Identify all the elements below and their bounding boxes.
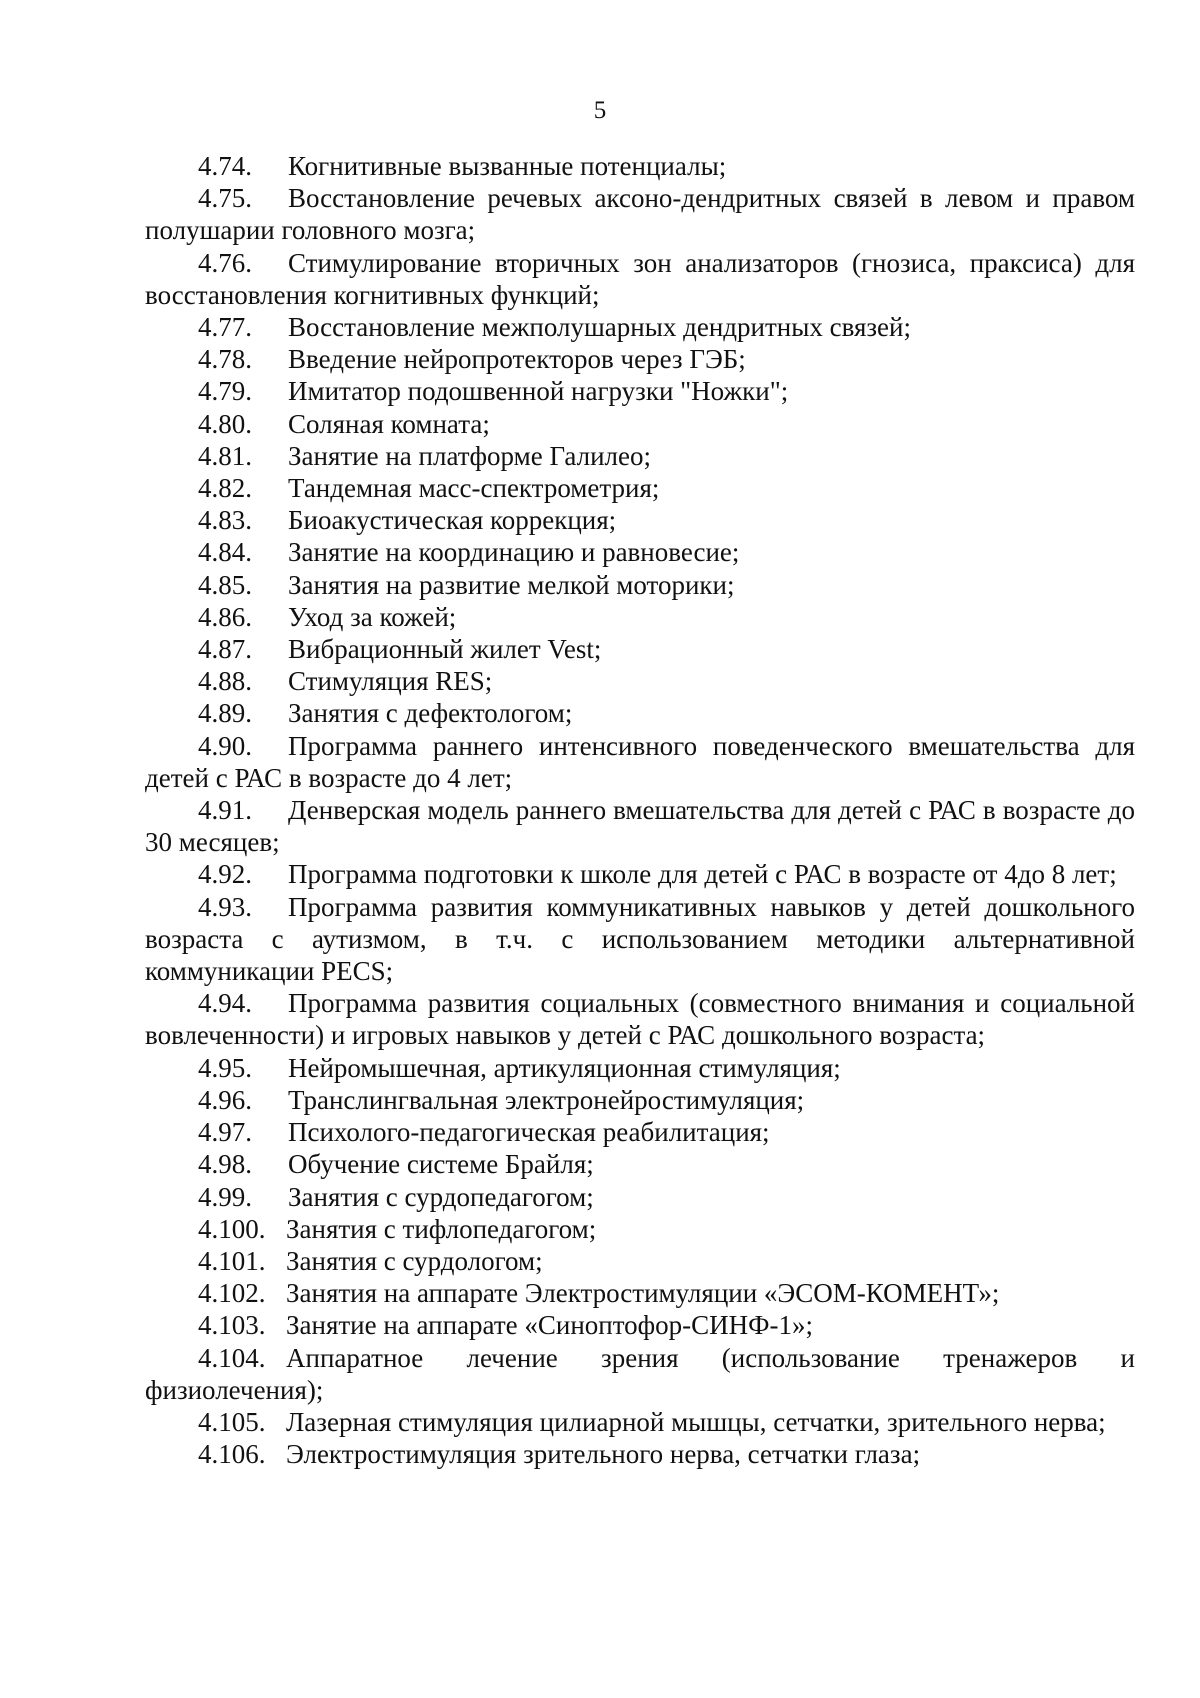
item-number: 4.95.: [198, 1052, 252, 1083]
item-number: 4.100.: [198, 1213, 266, 1244]
item-text: Обучение системе Брайля;: [288, 1149, 594, 1180]
list-item: [145, 182, 1135, 246]
item-text: Восстановление речевых аксоно-дендритных связей в левом и правом полушарии головного мозга;: [145, 183, 1135, 246]
item-number: 4.90.: [198, 730, 252, 761]
item-text: Программа раннего интенсивного поведенческого вмешательства для детей с РАС в возрасте до 4 лет;: [145, 730, 1135, 793]
item-number: 4.91.: [198, 795, 252, 826]
item-number: 4.106.: [198, 1439, 266, 1470]
item-number: 4.89.: [198, 698, 252, 729]
list-item: [145, 730, 1135, 794]
item-text: Введение нейропротекторов через ГЭБ;: [288, 344, 746, 375]
item-number: 4.97.: [198, 1117, 252, 1148]
list-item: [145, 1342, 1135, 1406]
list-item: [145, 1213, 1135, 1245]
item-number: 4.93.: [198, 891, 252, 922]
list-item: [145, 794, 1135, 858]
item-text: Психолого-педагогическая реабилитация;: [288, 1117, 770, 1148]
item-number: 4.96.: [198, 1084, 252, 1115]
list-item: [145, 891, 1135, 988]
item-text: Занятия с дефектологом;: [288, 698, 573, 729]
item-text: Нейромышечная, артикуляционная стимуляция;: [288, 1052, 841, 1083]
item-number: 4.80.: [198, 408, 252, 439]
item-text: Занятие на координацию и равновесие;: [288, 537, 740, 568]
item-number: 4.85.: [198, 569, 252, 600]
item-number: 4.99.: [198, 1181, 252, 1212]
list-item: [145, 408, 1135, 440]
item-text: Программа подготовки к школе для детей с РАС в возрасте от 4до 8 лет;: [288, 859, 1117, 890]
item-number: 4.75.: [198, 183, 252, 214]
item-number: 4.94.: [198, 988, 252, 1019]
item-text: Занятия на развитие мелкой моторики;: [288, 569, 735, 600]
item-text: Занятие на аппарате «Синоптофор-СИНФ-1»;: [286, 1310, 813, 1341]
item-text: Программа развития социальных (совместного внимания и социальной вовлеченности) и игровых навыков у детей с РАС дошкольного возраста;: [145, 988, 1135, 1051]
item-text: Восстановление межполушарных дендритных связей;: [288, 312, 911, 343]
item-number: 4.78.: [198, 344, 252, 375]
item-number: 4.101.: [198, 1245, 266, 1276]
item-text: Аппаратное лечение зрения (использование тренажеров и физиолечения);: [145, 1342, 1135, 1405]
item-text: Занятие на платформе Галилео;: [288, 440, 651, 471]
item-text: Занятия с тифлопедагогом;: [286, 1213, 597, 1244]
item-number: 4.81.: [198, 440, 252, 471]
item-text: Тандемная масс-спектрометрия;: [288, 473, 660, 504]
item-number: 4.98.: [198, 1149, 252, 1180]
item-text: Стимуляция RES;: [288, 666, 493, 697]
item-number: 4.105.: [198, 1406, 266, 1437]
item-text: Денверская модель раннего вмешательства для детей с РАС в возрасте до 30 месяцев;: [145, 795, 1135, 858]
item-number: 4.87.: [198, 634, 252, 665]
page-number: 5: [593, 97, 607, 124]
item-text: Имитатор подошвенной нагрузки "Ножки";: [288, 376, 789, 407]
list-item: [145, 311, 1135, 343]
list-item: [145, 1084, 1135, 1116]
list-item: [145, 1277, 1135, 1309]
item-number: 4.74.: [198, 151, 252, 181]
item-text: Программа развития коммуникативных навыков у детей дошкольного возраста с аутизмом, в т.ч. с использованием методики альтернативной коммуникации PECS;: [145, 891, 1135, 987]
list-item: [145, 375, 1135, 407]
list-item: [145, 1148, 1135, 1180]
item-number: 4.88.: [198, 666, 252, 697]
list-item: [145, 247, 1135, 311]
list-item: [145, 536, 1135, 568]
list-item: [145, 601, 1135, 633]
item-number: 4.79.: [198, 376, 252, 407]
item-number: 4.84.: [198, 537, 252, 568]
item-number: 4.104.: [198, 1342, 266, 1373]
list-item: [145, 343, 1135, 375]
item-text: Уход за кожей;: [288, 601, 457, 632]
item-text: Транслингвальная электронейростимуляция;: [288, 1084, 805, 1115]
list-item: [145, 1245, 1135, 1277]
item-number: 4.92.: [198, 859, 252, 890]
item-text: Соляная комната;: [288, 408, 490, 439]
procedure-list: [145, 150, 1135, 1470]
item-number: 4.86.: [198, 601, 252, 632]
list-item: [145, 1116, 1135, 1148]
item-number: 4.77.: [198, 312, 252, 343]
item-number: 4.76.: [198, 247, 252, 278]
item-text: Электростимуляция зрительного нерва, сетчатки глаза;: [286, 1439, 921, 1470]
item-number: 4.103.: [198, 1310, 266, 1341]
item-text: Стимулирование вторичных зон анализаторов (гнозиса, праксиса) для восстановления когнитивных функций;: [145, 247, 1135, 310]
list-item: [145, 569, 1135, 601]
list-item: [145, 1052, 1135, 1084]
item-number: 4.83.: [198, 505, 252, 536]
item-text: Занятия с сурдологом;: [286, 1245, 543, 1276]
list-item: [145, 665, 1135, 697]
item-text: Лазерная стимуляция цилиарной мышцы, сетчатки, зрительного нерва;: [286, 1406, 1106, 1437]
list-item: [145, 633, 1135, 665]
list-item: [145, 150, 1135, 182]
list-item: [145, 1406, 1135, 1438]
list-item: [145, 440, 1135, 472]
list-item: [145, 697, 1135, 729]
item-text: Биоакустическая коррекция;: [288, 505, 617, 536]
item-number: 4.102.: [198, 1278, 266, 1309]
list-item: [145, 1309, 1135, 1341]
list-item: [145, 987, 1135, 1051]
list-item: [145, 472, 1135, 504]
list-item: [145, 504, 1135, 536]
list-item: [145, 1181, 1135, 1213]
item-number: 4.82.: [198, 473, 252, 504]
list-item: [145, 858, 1135, 890]
item-text: Занятия с сурдопедагогом;: [288, 1181, 594, 1212]
item-text: Занятия на аппарате Электростимуляции «ЭСОМ-КОМЕНТ»;: [286, 1278, 1000, 1309]
item-text: Вибрационный жилет Vest;: [288, 634, 602, 665]
list-item: [145, 1438, 1135, 1470]
item-text: Когнитивные вызванные потенциалы;: [288, 151, 727, 181]
